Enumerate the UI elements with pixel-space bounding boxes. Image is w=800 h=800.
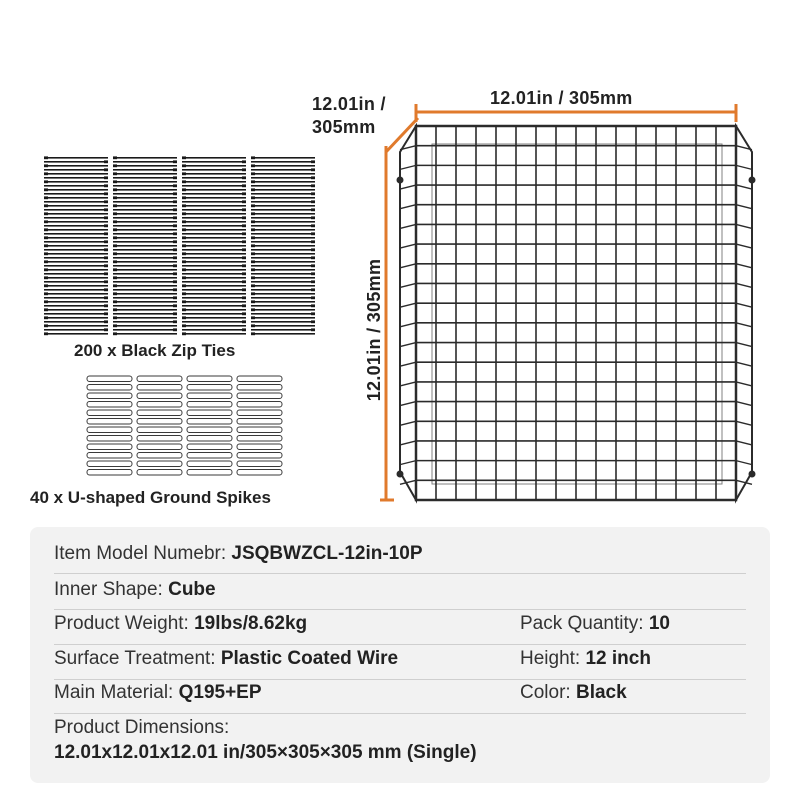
zip-ties-label: 200 x Black Zip Ties — [74, 341, 236, 360]
spec-row-shape: Inner Shape: Cube — [54, 579, 216, 600]
spec-row-dimensions-value: 12.01x12.01x12.01 in/305×305×305 mm (Single) — [54, 742, 477, 763]
spec-table — [30, 527, 770, 783]
width-dimension-label: 12.01in / 305mm — [490, 88, 633, 108]
divider — [54, 573, 746, 574]
spec-height: Height: 12 inch — [520, 648, 651, 669]
spec-row-material: Main Material: Q195+EP Color: Black — [54, 682, 627, 703]
divider — [54, 679, 746, 680]
spec-row-model: Item Model Numebr: JSQBWZCL-12in-10P — [54, 543, 423, 564]
depth-dimension-label-line2: 305mm — [312, 117, 376, 137]
wire-cube-image — [380, 100, 770, 510]
ground-spikes-image — [86, 375, 284, 479]
ground-spikes-label: 40 x U-shaped Ground Spikes — [30, 488, 271, 507]
spec-row-surface: Surface Treatment: Plastic Coated Wire Height: 12 inch — [54, 648, 651, 669]
height-dimension-label: 12.01in / 305mm — [364, 258, 384, 402]
spec-row-weight: Product Weight: 19lbs/8.62kg Pack Quantity: 10 — [54, 613, 670, 634]
divider — [54, 713, 746, 714]
spec-color: Color: Black — [520, 682, 627, 703]
spec-pack-quantity: Pack Quantity: 10 — [520, 613, 670, 634]
divider — [54, 609, 746, 610]
zip-ties-image — [44, 155, 318, 338]
depth-dimension-label-line1: 12.01in / — [312, 94, 386, 114]
spec-row-dimensions-key: Product Dimensions: — [54, 717, 230, 738]
divider — [54, 644, 746, 645]
